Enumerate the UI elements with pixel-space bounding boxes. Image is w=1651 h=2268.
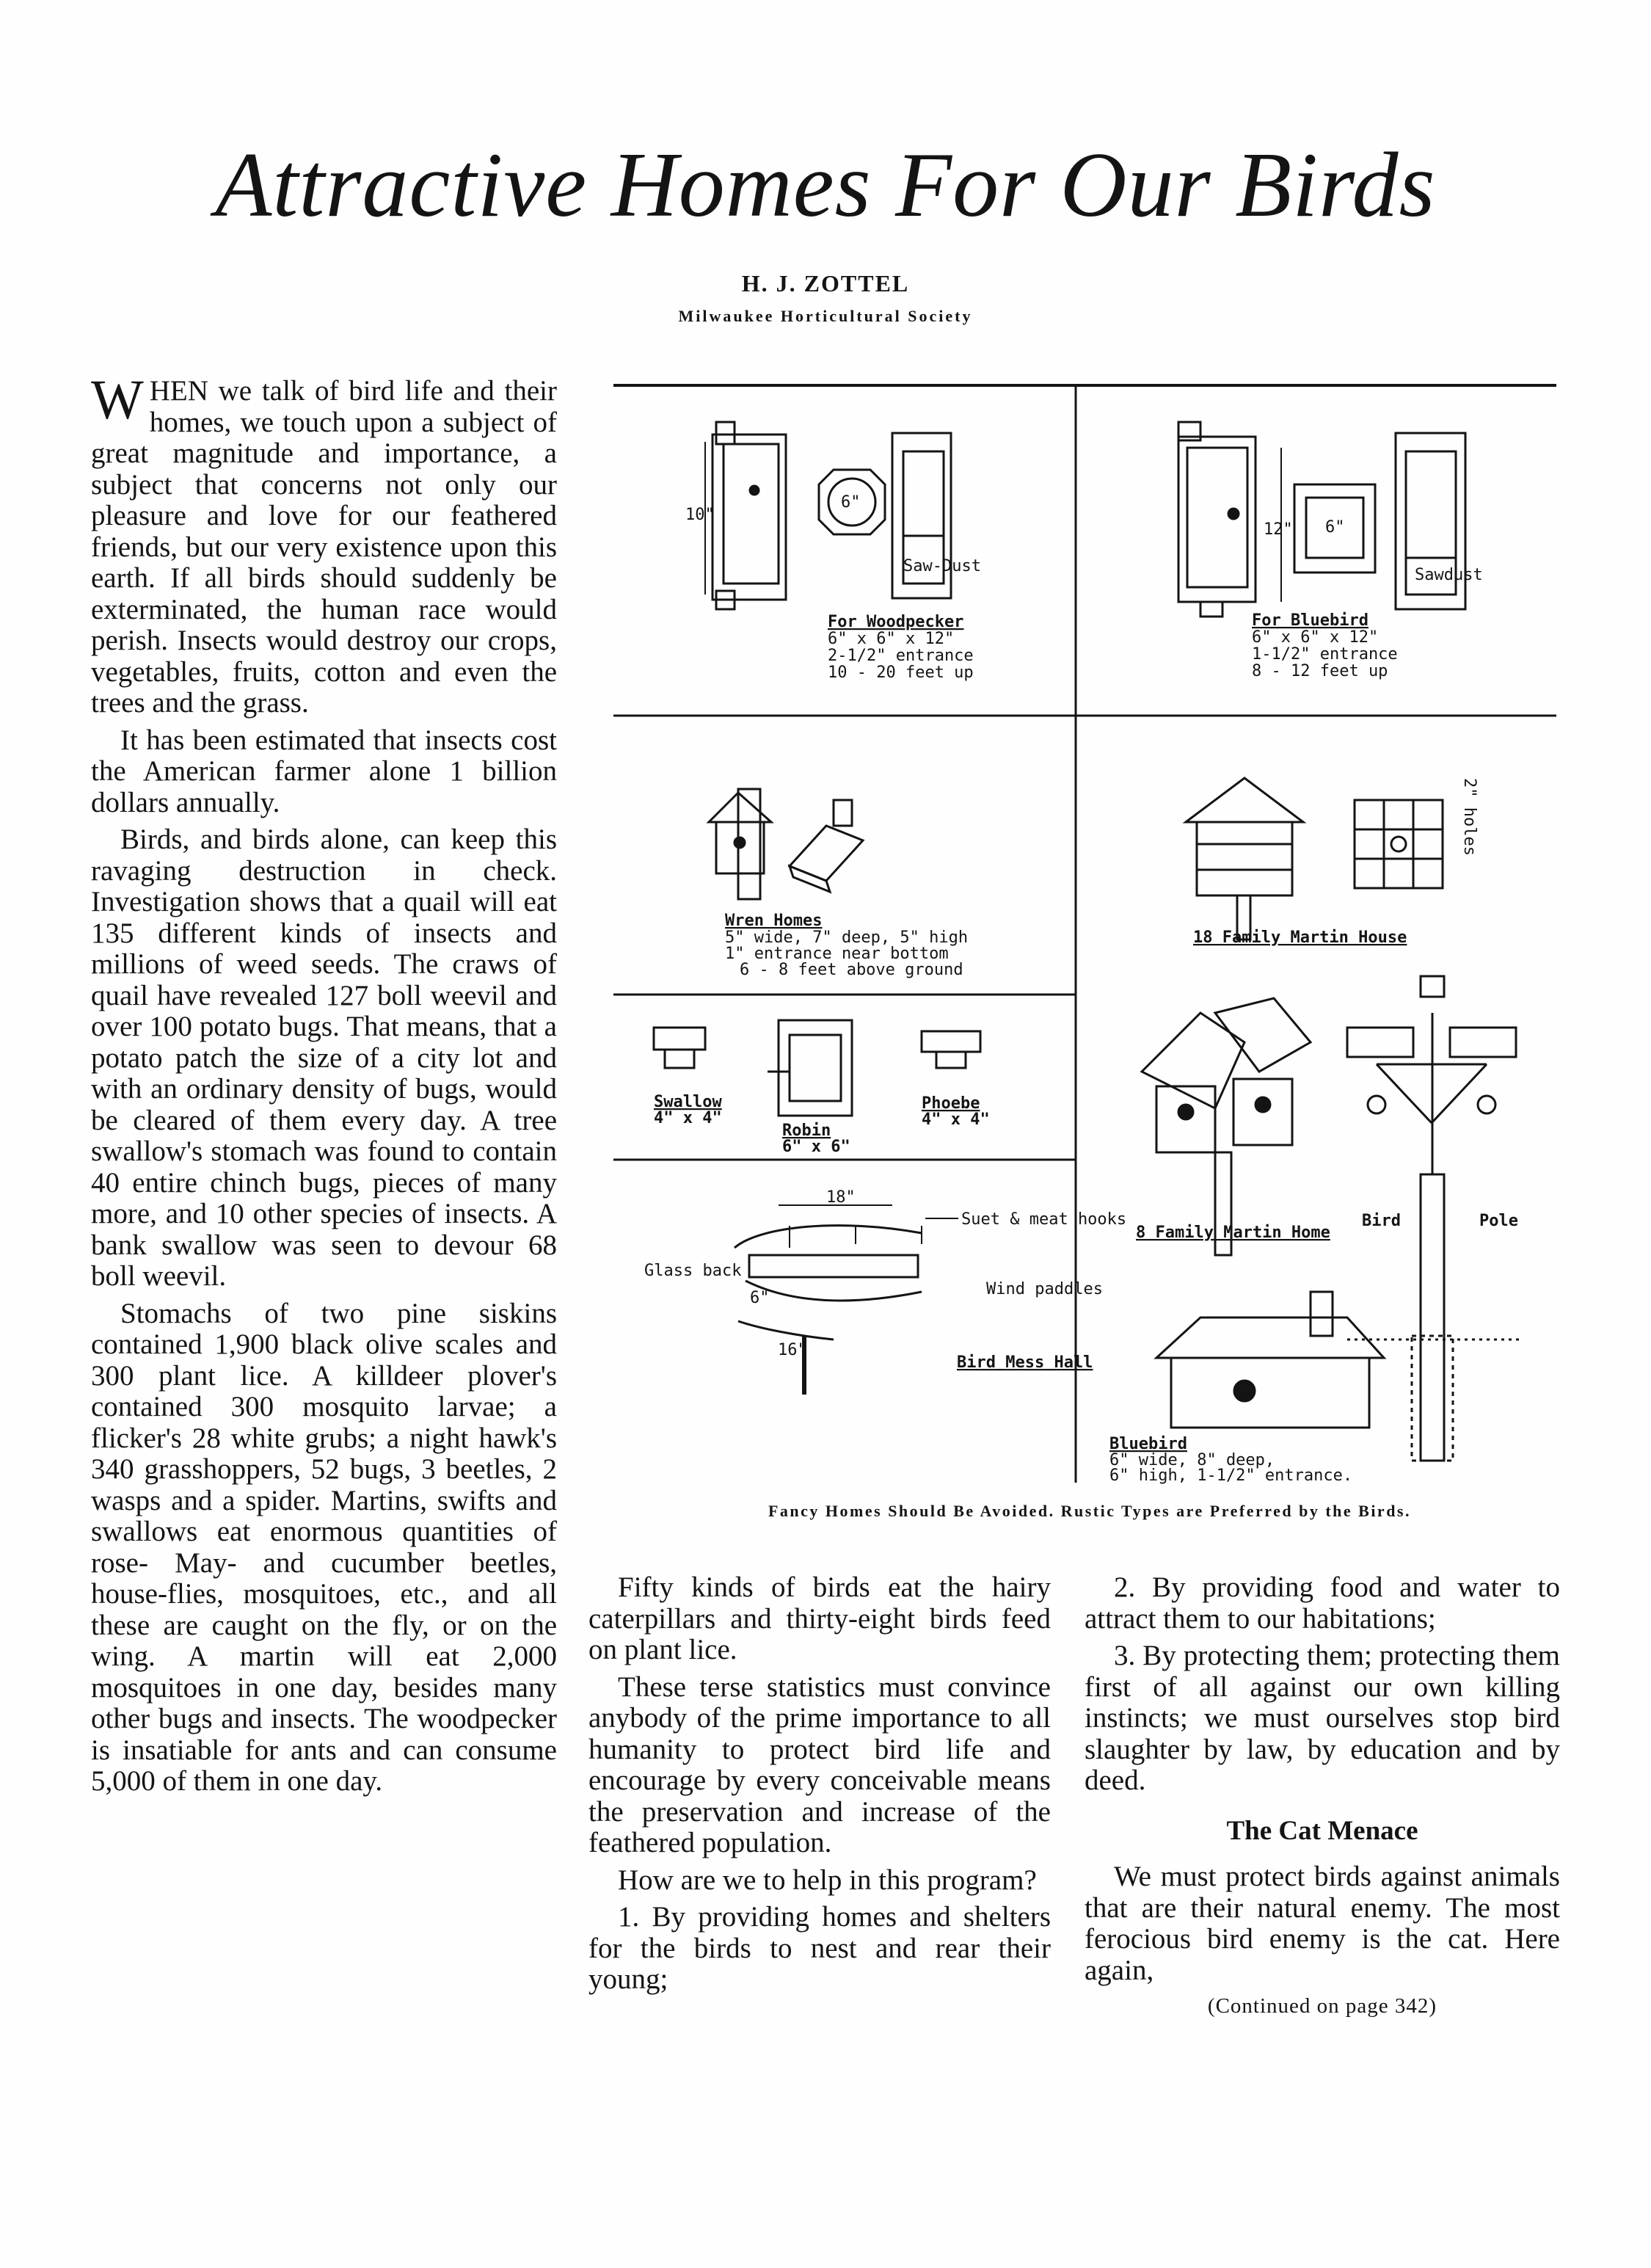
bluebird-line: 8 - 12 feet up (1252, 662, 1388, 680)
phoebe-title: Phoebe (922, 1094, 980, 1113)
robin-title: Robin (782, 1122, 831, 1140)
woodpecker-sawdust-note: Saw-Dust (903, 557, 981, 575)
bluebird-dim-hole: 6" (1325, 518, 1345, 537)
paragraph: We must protect birds against animals that are their natural enemy. The most ferocious bird enemy is the cat. Here again, (1085, 1861, 1560, 1986)
woodpecker-line: 10 - 20 feet up (828, 664, 974, 682)
continued-note: (Continued on page 342) (1207, 1994, 1437, 2018)
paragraph: 2. By providing food and water to attract them to our habitations; (1085, 1571, 1560, 1635)
paragraph: 3. By protecting them; protecting them first of all against our own killing instincts; we must ourselves stop bird slaughter by law, by education and by deed. (1085, 1640, 1560, 1796)
rustic-bluebird-house-drawing (1156, 1292, 1384, 1428)
rustic-bluebird-title: Bluebird (1109, 1435, 1187, 1453)
bluebird-line: 6" x 6" x 12" (1252, 628, 1379, 647)
woodpecker-line: 2-1/2" entrance (828, 647, 974, 665)
bird-pole-label: Bird (1362, 1212, 1401, 1230)
mess-hall-dim-top: 18" (826, 1188, 856, 1207)
swallow-title: Swallow (654, 1093, 722, 1111)
martin-home-8-drawing (1142, 998, 1311, 1255)
paragraph (91, 369, 557, 719)
section-heading: The Cat Menace (1226, 1815, 1418, 1846)
woodpecker-title: For Woodpecker (828, 613, 964, 631)
bluebird-title: For Bluebird (1252, 611, 1368, 630)
paragraph: These terse statistics must convince anybody of the prime importance to all humanity to protect bird life and encourage by every conceivable means the preservation and increase of the feathered population. (588, 1671, 1051, 1858)
mess-hall-dim-small: 6" (750, 1289, 770, 1307)
author-affiliation: Milwaukee Horticultural Society (678, 307, 973, 325)
wren-title: Wren Homes (725, 912, 823, 930)
paragraph: Birds, and birds alone, can keep this ravaging destruction in check. Investigation shows that a quail will eat 135 different kinds of insects and millions of weed seeds. The craws of quail have revealed 127 boll weevil and over 100 potato bugs. That means, that a potato patch the size of a city lot and with an ordinary density of bugs, would be cleared of them every day. A tree swallow's stomach was found to contain 40 entire chinch bugs, pieces of many more, and 10 other species of insects. A bank swallow was seen to devour 68 boll weevil. (91, 824, 557, 1292)
martin-home-8-title: 8 Family Martin Home (1136, 1224, 1330, 1242)
paragraph-text: HEN we talk of bird life and their homes, we touch upon a subject of great magnitude and importance, a subject that concerns not only our pleasure and love for our feathered friends, but our very existence upon this earth. If all birds should suddenly be exterminated, the human race would perish. Insects would destroy our crops, vegetables, fruits, cotton and even the trees and the grass. (91, 375, 557, 719)
rustic-bluebird-line: 6" high, 1-1/2" entrance. (1109, 1466, 1353, 1485)
robin-size: 6" x 6" (782, 1138, 850, 1156)
mess-hall-wind-note: Wind paddles (986, 1280, 1103, 1298)
column-3 (1085, 1572, 1560, 2022)
wren-line: 6 - 8 feet above ground (740, 961, 963, 979)
paragraph: How are we to help in this program? (618, 1864, 1037, 1896)
bluebird-dim-height: 12" (1264, 520, 1293, 539)
paragraph: 1. By providing homes and shelters for the birds to nest and rear their young; (588, 1901, 1051, 1995)
bluebird-house-drawing (1178, 422, 1465, 617)
birdhouse-figure (613, 382, 1561, 1490)
wren-line: 1" entrance near bottom (725, 945, 949, 963)
woodpecker-house-drawing (705, 422, 951, 609)
rustic-bluebird-line: 6" wide, 8" deep, (1109, 1451, 1275, 1469)
bluebird-line: 1-1/2" entrance (1252, 645, 1398, 664)
wren-line: 5" wide, 7" deep, 5" high (725, 928, 969, 947)
column-2 (588, 1572, 1051, 1996)
mess-hall-suet-note: Suet & meat hooks (961, 1210, 1127, 1229)
swallow-size: 4" x 4" (654, 1109, 722, 1127)
paragraph: Stomachs of two pine siskins contained 1,900 black olive scales and 300 plant lice. A killdeer plover's contained 300 mosquito larvae; a flicker's 28 white grubs; a night hawk's 340 grasshoppers, 52 bugs, 3 beetles, 2 wasps and a spider. Martins, swifts and swallows eat enormous quantities of rose- May- and cucumber beetles, house-flies, mosquitoes, etc., and all these are caught on the fly, or on the wing. A martin will eat 2,000 mosquitoes in one day, besides many other bugs and insects. The woodpecker is insatiable for ants and can consume 5,000 of them in one day. (91, 1297, 557, 1797)
mess-hall-dim-base: 16" (778, 1341, 807, 1359)
mess-hall-glass-note: Glass back (644, 1262, 742, 1280)
martin-house-18-drawing (1186, 778, 1443, 939)
bluebird-sawdust-note: Sawdust (1415, 566, 1483, 584)
figure-caption: Fancy Homes Should Be Avoided. Rustic Types are Preferred by the Birds. (768, 1502, 1411, 1520)
phoebe-size: 4" x 4" (922, 1111, 990, 1129)
paragraph: It has been estimated that insects cost the American farmer alone 1 billion dollars annually. (91, 724, 557, 818)
paragraph: Fifty kinds of birds eat the hairy caterpillars and thirty-eight birds feed on plant lice. (588, 1571, 1051, 1665)
woodpecker-line: 6" x 6" x 12" (828, 630, 955, 648)
column-1 (91, 369, 557, 1798)
wren-house-drawing (709, 789, 863, 899)
drop-cap: W (91, 369, 144, 431)
woodpecker-dim-hole: 6" (841, 493, 861, 512)
mess-hall-title: Bird Mess Hall (957, 1353, 1093, 1372)
martin-house-18-title: 18 Family Martin House (1193, 928, 1407, 947)
bird-pole-label: Pole (1479, 1212, 1518, 1230)
woodpecker-dim-height: 10" (685, 506, 715, 524)
martin-house-18-note: 2" holes (1460, 778, 1479, 856)
author-name: H. J. ZOTTEL (741, 270, 910, 297)
article-title: Attractive Homes For Our Birds (215, 134, 1436, 236)
